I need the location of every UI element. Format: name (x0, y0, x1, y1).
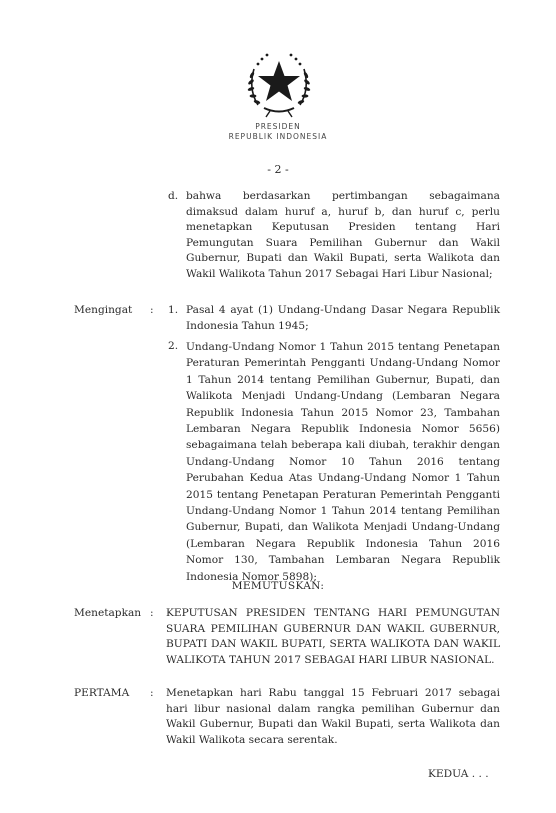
mengingat-item-1-text: Pasal 4 ayat (1) Undang-Undang Dasar Negara Republik Indonesia Tahun 1945; (186, 304, 500, 332)
consideration-d-marker: d. (168, 190, 179, 202)
mengingat-label: Mengingat (74, 304, 133, 316)
menetapkan-colon: : (150, 607, 154, 619)
consideration-d-text: bahwa berdasarkan pertimbangan sebagaimana dimaksud dalam huruf a, huruf b, dan huruf c, perlu menetapkan Keputusan Presiden tentang Hari Pemungutan Suara Pemilihan Gubernur dan Wakil Gubernur, Bupati dan Wakil Bupati, serta Walikota dan Wakil Walikota Tahun 2017 Sebagai Hari Libur Nasional; (186, 190, 500, 280)
continuation-catchword: KEDUA . . . (428, 768, 489, 780)
mengingat-item-2-text: Undang-Undang Nomor 1 Tahun 2015 tentang Penetapan Peraturan Pemerintah Pengganti Undang-Undang Nomor 1 Tahun 2014 tentang Pemilihan Gubernur, Bupati, dan Walikota Menjadi Undang-Undang (Lembaran Negara Republik Indonesia Tahun 2015 Nomor 23, Tambahan Lembaran Negara Republik Indonesia Nomor 5656) sebagaimana telah beberapa kali diubah, terakhir dengan Undang-Undang Nomor 10 Tahun 2016 tentang Perubahan Kedua Atas Undang-Undang Nomor 1 Tahun 2015 tentang Penetapan Peraturan Pemerintah Pengganti Undang-Undang Nomor 1 Tahun 2014 tentang Pemilihan Gubernur, Bupati, dan Walikota Menjadi Undang-Undang (Lembaran Negara Republik Indonesia Tahun 2016 Nomor 130, Tambahan Lembaran Negara Republik Indonesia Nomor 5898); (186, 341, 500, 583)
pertama-label: PERTAMA (74, 687, 130, 699)
page-number: - 2 - (267, 163, 289, 176)
mengingat-item-2-marker: 2. (168, 340, 179, 352)
letterhead-line-2: REPUBLIK INDONESIA (228, 132, 328, 141)
pertama-text: Menetapkan hari Rabu tanggal 15 Februari 2017 sebagai hari libur nasional dalam rangka pemilihan Gubernur dan Wakil Gubernur, Bupati dan Wakil Bupati, serta Walikota dan Wakil Walikota secara serentak. (166, 687, 500, 746)
menetapkan-label: Menetapkan (74, 607, 142, 619)
presidential-emblem-icon (240, 45, 318, 123)
letterhead-line-1: PRESIDEN (255, 122, 301, 131)
mengingat-colon: : (150, 304, 154, 316)
letterhead (0, 122, 556, 142)
mengingat-item-1-marker: 1. (168, 304, 179, 316)
pertama-colon: : (150, 687, 154, 699)
decision-heading: MEMUTUSKAN: (231, 580, 325, 592)
menetapkan-text: KEPUTUSAN PRESIDEN TENTANG HARI PEMUNGUTAN SUARA PEMILIHAN GUBERNUR DAN WAKIL GUBERNUR, BUPATI DAN WAKIL BUPATI, SERTA WALIKOTA DAN WAKIL WALIKOTA TAHUN 2017 SEBAGAI HARI LIBUR NASIONAL. (166, 607, 500, 666)
